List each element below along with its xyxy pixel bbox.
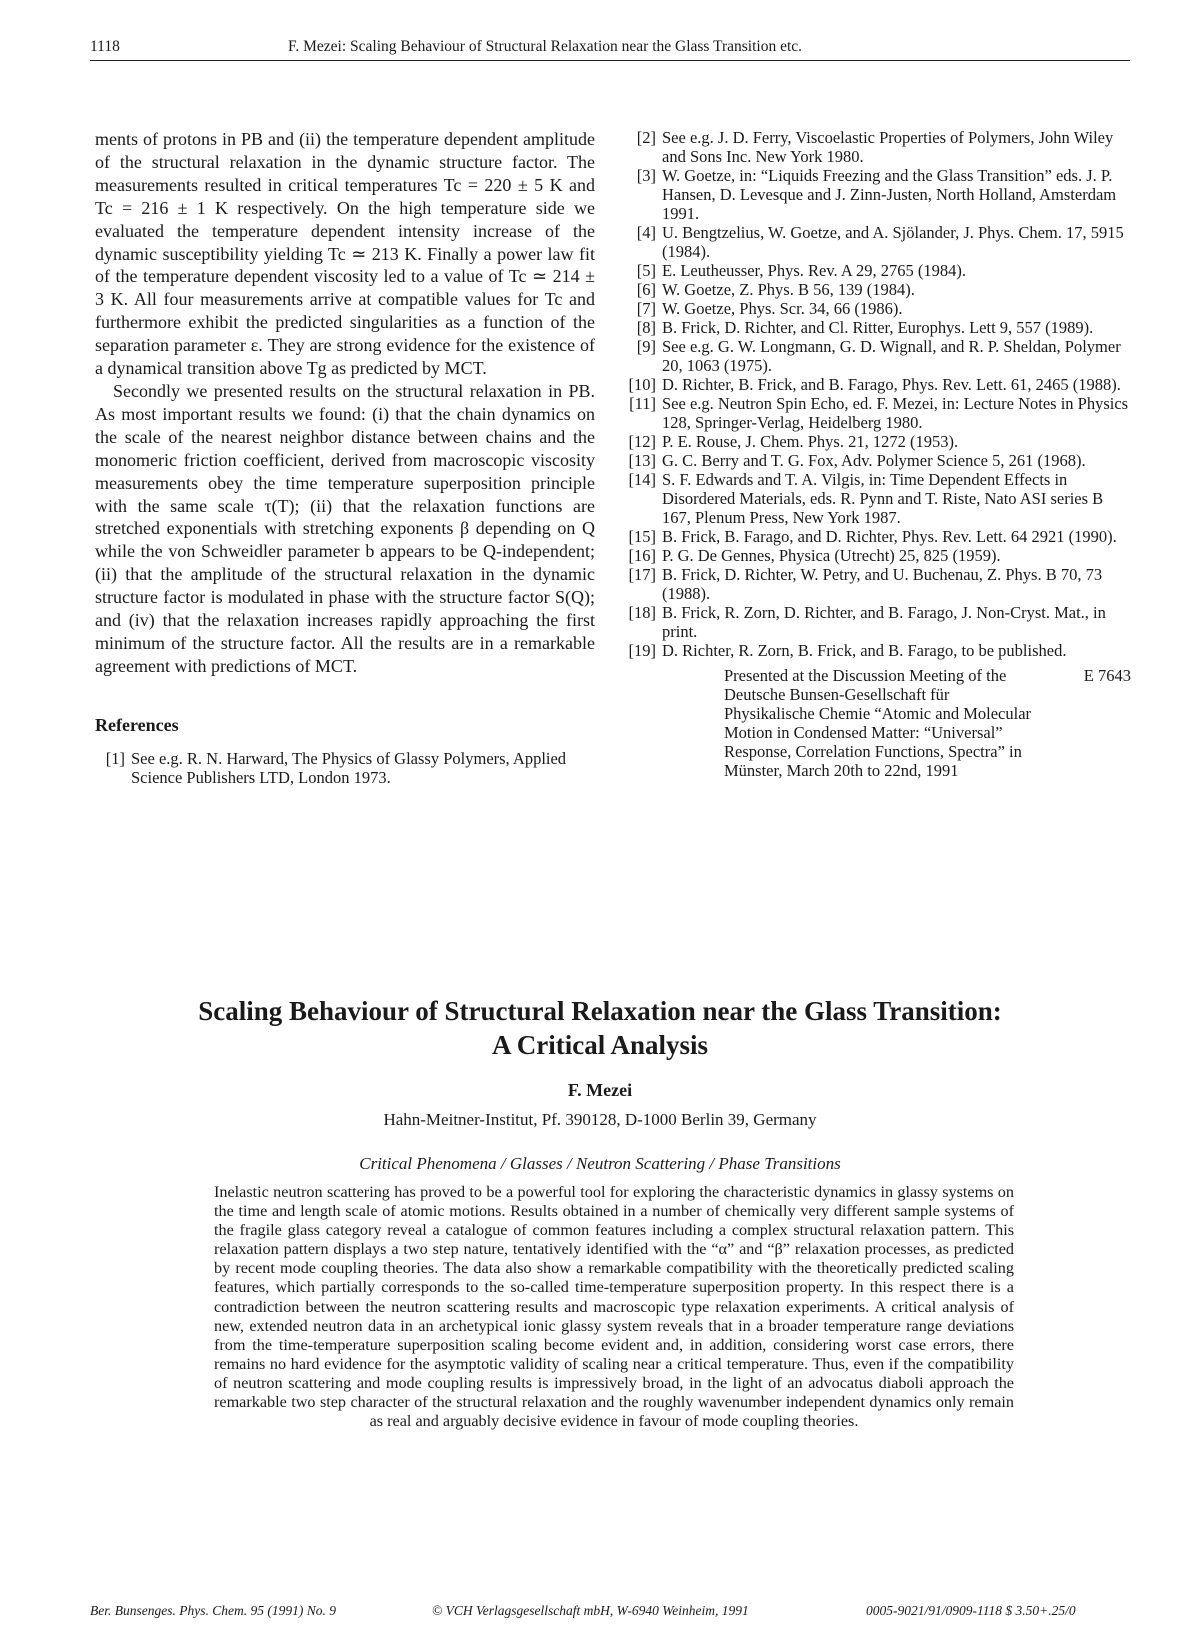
reference-number: [4] <box>636 223 656 242</box>
reference-text: P. G. De Gennes, Physica (Utrecht) 25, 825 (1959). <box>662 546 1001 565</box>
reference-number: [3] <box>636 166 656 185</box>
reference-text: See e.g. J. D. Ferry, Viscoelastic Properties of Polymers, John Wiley and Sons Inc. New York 1980. <box>662 128 1114 166</box>
reference-number: [9] <box>636 337 656 356</box>
reference-number: [14] <box>628 470 656 489</box>
running-header <box>90 38 1130 61</box>
reference-text: See e.g. G. W. Longmann, G. D. Wignall, and R. P. Sheldan, Polymer 20, 1063 (1975). <box>662 337 1121 375</box>
reference-item <box>626 527 1131 546</box>
presented-note <box>626 666 1131 780</box>
reference-item <box>626 470 1131 527</box>
reference-number: [15] <box>628 527 656 546</box>
reference-text: See e.g. Neutron Spin Echo, ed. F. Mezei, in: Lecture Notes in Physics 128, Springer-Verlag, Heidelberg 1980. <box>662 394 1129 432</box>
reference-number: [8] <box>636 318 656 337</box>
body-paragraph: ments of protons in PB and (ii) the temperature dependent amplitude of the structural relaxation in the dynamic structure factor. The measurements resulted in critical temperatures Tc = 220 ± 5 K and Tc = 216 ± 1 K respectively. On the high temperature side we evaluated the temperature dependent intensity increase of the dynamic susceptibility yielding Tc ≃ 213 K. Finally a power law fit of the temperature dependent viscosity led to a value of Tc ≃ 214 ± 3 K. All four measurements arrive at compatible values for Tc and furthermore exhibit the predicted singularities as a function of the separation parameter ε. They are strong evidence for the existence of a dynamical transition above Tg as predicted by MCT. <box>95 129 595 379</box>
footer-code: 0005-9021/91/0909-1118 $ 3.50+.25/0 <box>866 1603 1076 1618</box>
left-column <box>95 128 595 787</box>
reference-item <box>626 261 1131 280</box>
footer-publisher: © VCH Verlagsgesellschaft mbH, W-6940 Weinheim, 1991 <box>432 1603 749 1618</box>
article-keywords: Critical Phenomena / Glasses / Neutron Scattering / Phase Transitions <box>359 1154 841 1173</box>
reference-number: [2] <box>636 128 656 147</box>
reference-item <box>626 299 1131 318</box>
body-paragraph: Secondly we presented results on the structural relaxation in PB. As most important results we found: (i) that the chain dynamics on the scale of the nearest neighbor distance between chains and the monomeric friction coefficient, derived from macroscopic viscosity measurements obey the time temperature superposition principle with the same scale τ(T); (ii) that the relaxation functions are stretched exponentials with stretching exponents β depending on Q while the von Schweidler parameter b appears to be Q-independent; (ii) that the amplitude of the structural relaxation in the dynamic structure factor is modulated in phase with the structure factor S(Q); and (iv) that the relaxation increases rapidly approaching the first minimum of the structure factor. All the results are in a remarkable agreement with predictions of MCT. <box>95 380 595 676</box>
references-heading: References <box>95 714 179 735</box>
reference-text: B. Frick, R. Zorn, D. Richter, and B. Farago, J. Non-Cryst. Mat., in print. <box>662 603 1106 641</box>
reference-number: [1] <box>105 748 125 768</box>
reference-text: B. Frick, D. Richter, and Cl. Ritter, Europhys. Lett 9, 557 (1989). <box>662 318 1094 337</box>
article-abstract: Inelastic neutron scattering has proved to be a powerful tool for exploring the characteristic dynamics in glassy systems on the time and length scale of atomic motions. Results obtained in a number of chemically very different sample systems of the fragile glass category reveal a catalogue of common features including a complex structural relaxation pattern. This relaxation pattern displays a two step nature, tentatively identified with the “α” and “β” relaxation processes, as predicted by recent mode coupling theories. The data also show a remarkable compatibility with the theoretically predicted scaling features, which partially corresponds to the so-called time-temperature superposition property. In this respect there is a contradiction between the neutron scattering results and macroscopic type relaxation experiments. A critical analysis of new, extended neutron data in an archetypical ionic glassy system reveals that in a broader temperature range deviations from the time-temperature superposition scaling become evident and, in addition, considering worst case errors, there remains no hard evidence for the asymptotic validity of scaling near a critical temperature. Thus, even if the compatibility of neutron scattering and mode coupling results is impressively broad, in the light of an advocatus diaboli approach the remarkable two step character of the structural relaxation and the roughly wavenumber independent dynamics only remain as real and arguably decisive evidence in favour of mode coupling theories. <box>214 1183 1014 1431</box>
reference-item <box>626 641 1131 660</box>
reference-list <box>626 128 1131 660</box>
article-title-line: A Critical Analysis <box>491 1030 708 1060</box>
reference-item <box>626 375 1131 394</box>
reference-item <box>95 749 595 787</box>
reference-text: B. Frick, B. Farago, and D. Richter, Phys. Rev. Lett. 64 2921 (1990). <box>662 527 1117 546</box>
reference-number: [11] <box>629 394 656 413</box>
author-affiliation: Hahn-Meitner-Institut, Pf. 390128, D-1000 Berlin 39, Germany <box>383 1110 817 1129</box>
reference-text: W. Goetze, Phys. Scr. 34, 66 (1986). <box>662 299 903 318</box>
reference-item <box>626 223 1131 261</box>
reference-item <box>626 451 1131 470</box>
reference-item <box>626 546 1131 565</box>
reference-number: [6] <box>636 280 656 299</box>
page-number: 1118 <box>90 38 120 55</box>
reference-item <box>626 394 1131 432</box>
reference-number: [7] <box>636 299 656 318</box>
reference-number: [17] <box>628 565 656 584</box>
reference-text: E. Leutheusser, Phys. Rev. A 29, 2765 (1984). <box>662 261 966 280</box>
reference-text: D. Richter, B. Frick, and B. Farago, Phys. Rev. Lett. 61, 2465 (1988). <box>662 375 1121 394</box>
reference-text: U. Bengtzelius, W. Goetze, and A. Sjölander, J. Phys. Chem. 17, 5915 (1984). <box>662 223 1124 261</box>
reference-item <box>626 280 1131 299</box>
footer-journal: Ber. Bunsenges. Phys. Chem. 95 (1991) No. 9 <box>90 1603 336 1618</box>
reference-item <box>626 166 1131 223</box>
reference-text: W. Goetze, Z. Phys. B 56, 139 (1984). <box>662 280 915 299</box>
reference-item <box>626 603 1131 641</box>
reference-number: [16] <box>628 546 656 565</box>
reference-text: G. C. Berry and T. G. Fox, Adv. Polymer Science 5, 261 (1968). <box>662 451 1086 470</box>
reference-number: [12] <box>628 432 656 451</box>
reference-number: [19] <box>628 641 656 660</box>
reference-text: D. Richter, R. Zorn, B. Frick, and B. Farago, to be published. <box>662 641 1067 660</box>
right-column <box>626 128 1131 780</box>
reference-number: [10] <box>628 375 656 394</box>
article-title <box>60 994 1140 1062</box>
reference-text: P. E. Rouse, J. Chem. Phys. 21, 1272 (1953). <box>662 432 959 451</box>
reference-item <box>626 432 1131 451</box>
reference-item <box>626 337 1131 375</box>
reference-text: S. F. Edwards and T. A. Vilgis, in: Time Dependent Effects in Disordered Materials, eds. R. Pynn and T. Riste, Nato ASI series B 167, Plenum Press, New York 1987. <box>662 470 1104 527</box>
reference-text: W. Goetze, in: “Liquids Freezing and the Glass Transition” eds. J. P. Hansen, D. Levesque and J. Zinn-Justen, North Holland, Amsterdam 1991. <box>662 166 1117 223</box>
article-title-line: Scaling Behaviour of Structural Relaxation near the Glass Transition: <box>198 996 1002 1026</box>
reference-item <box>626 318 1131 337</box>
article-author: F. Mezei <box>567 1080 633 1100</box>
presented-note-text: Presented at the Discussion Meeting of the Deutsche Bunsen-Gesellschaft für Physikalische Chemie “Atomic and Molecular Motion in Condensed Matter: “Universal” Response, Correlation Functions, Spectra” in Münster, March 20th to 22nd, 1991 <box>724 666 1032 780</box>
reference-number: [13] <box>628 451 656 470</box>
reference-item <box>626 128 1131 166</box>
reference-item <box>626 565 1131 603</box>
reference-text: B. Frick, D. Richter, W. Petry, and U. Buchenau, Z. Phys. B 70, 73 (1988). <box>662 565 1103 603</box>
running-title: F. Mezei: Scaling Behaviour of Structural Relaxation near the Glass Transition etc. <box>288 38 803 55</box>
reference-number: [18] <box>628 603 656 622</box>
manuscript-code: E 7643 <box>1083 666 1131 685</box>
reference-list <box>95 749 595 787</box>
reference-text: See e.g. R. N. Harward, The Physics of Glassy Polymers, Applied Science Publishers LTD, London 1973. <box>131 748 567 787</box>
reference-number: [5] <box>636 261 656 280</box>
